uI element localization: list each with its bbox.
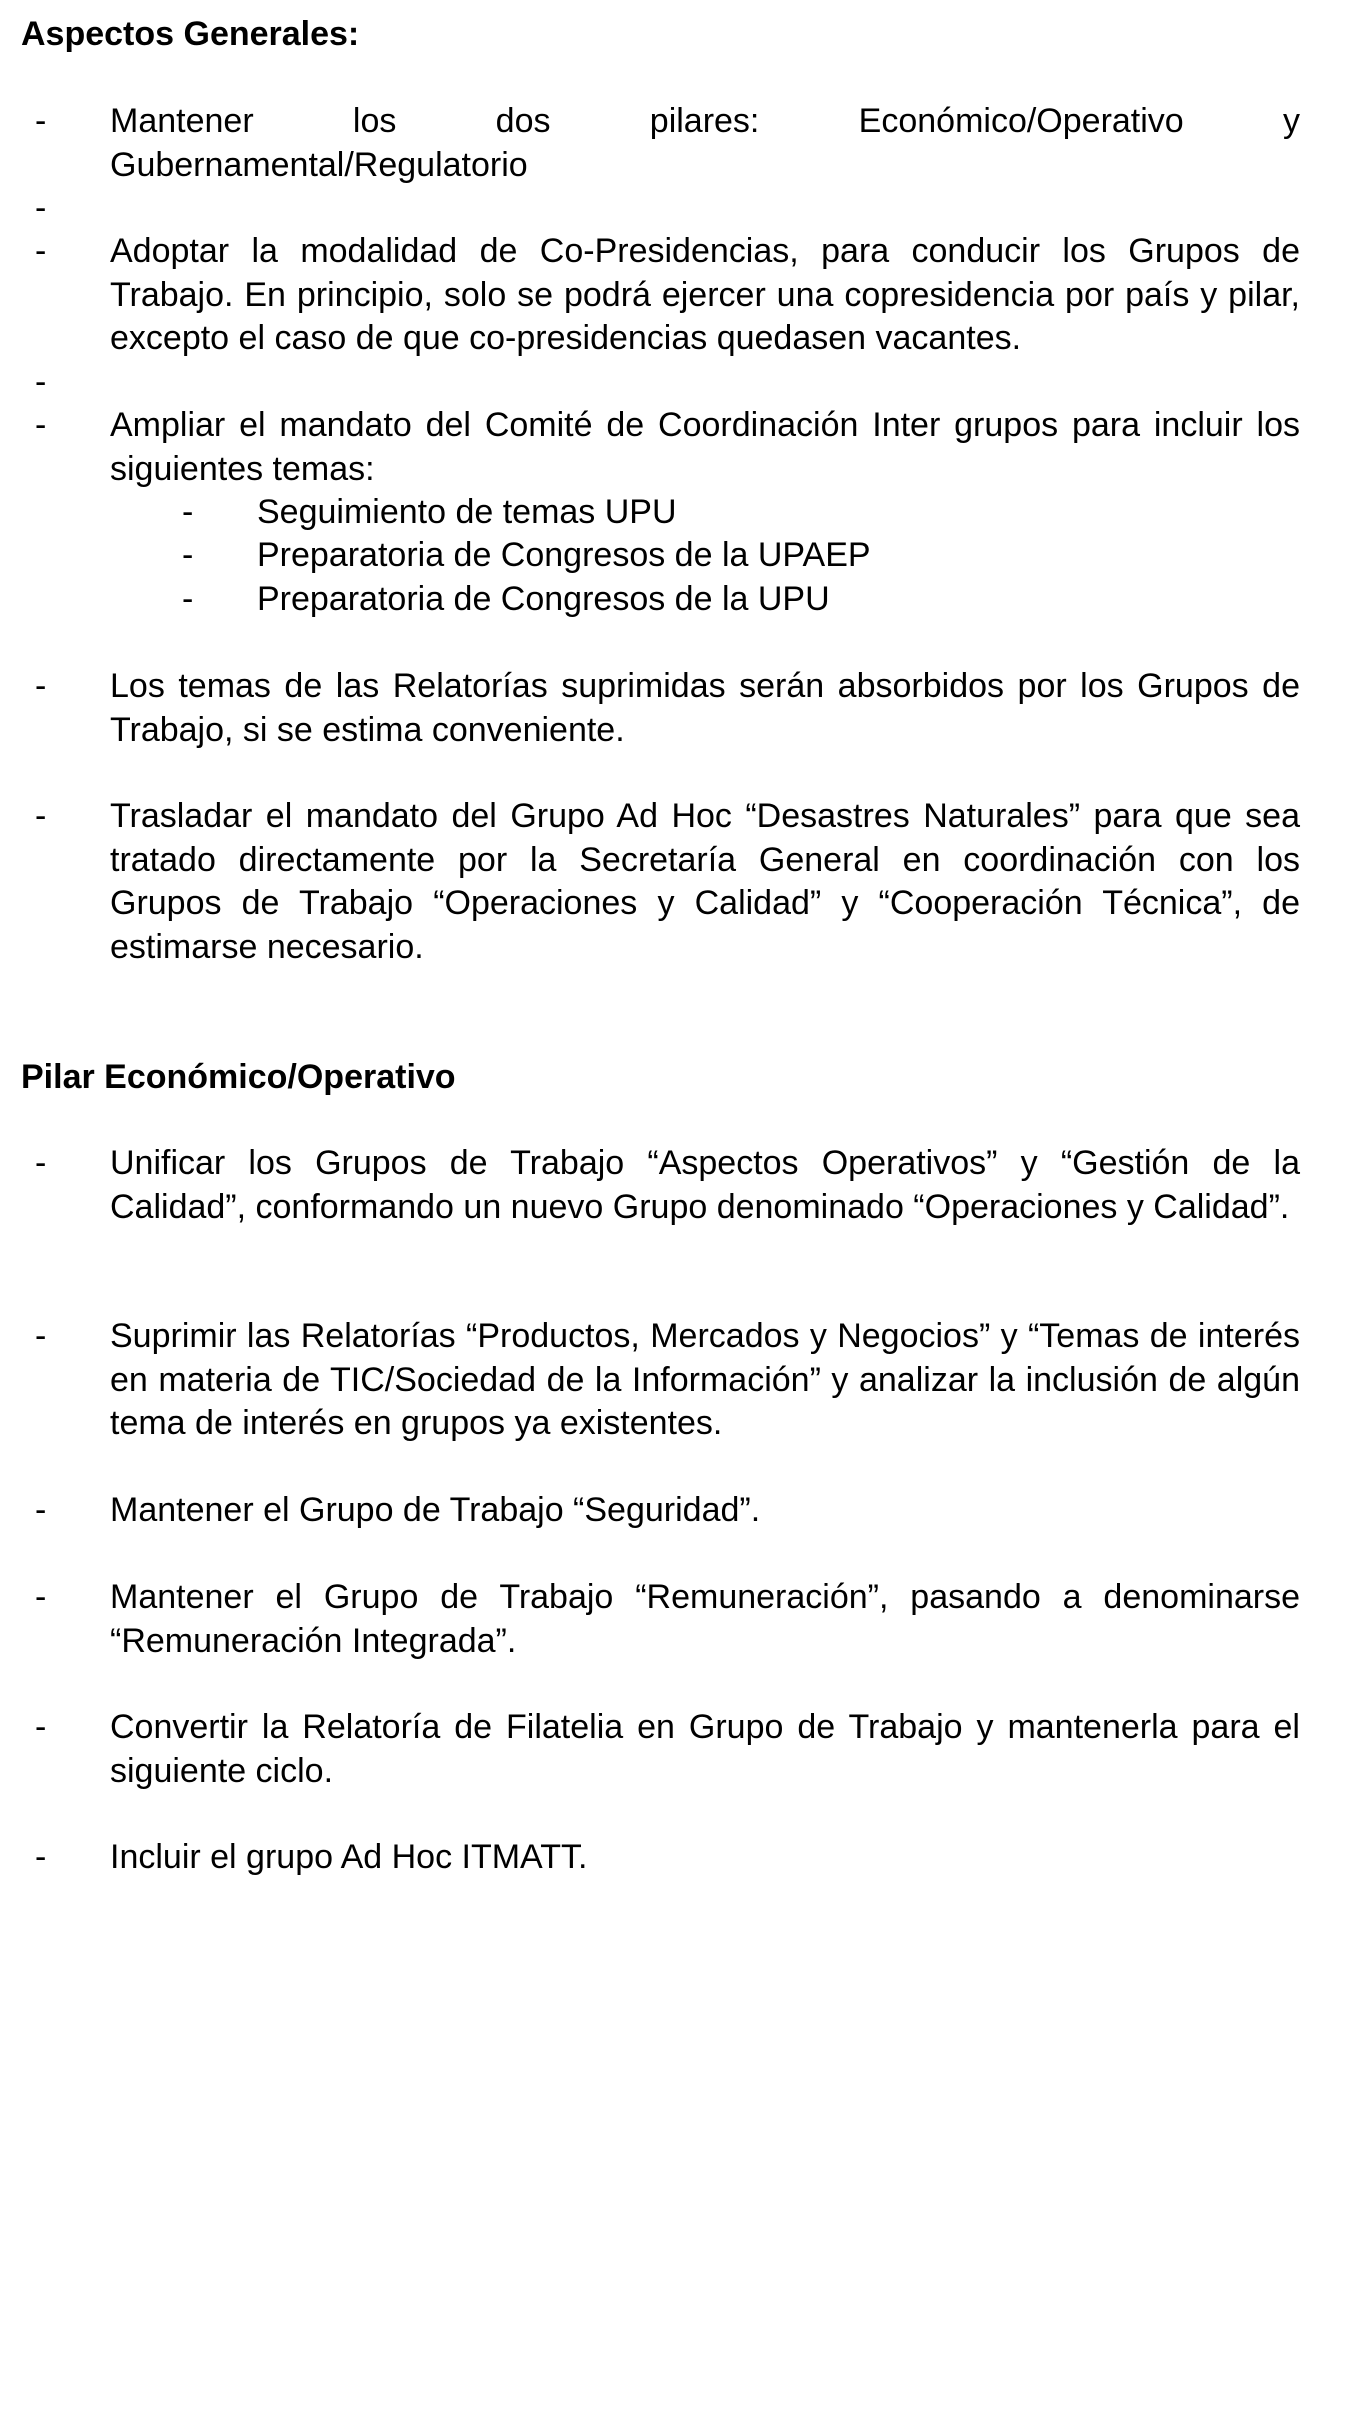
- list-dash: -: [35, 1144, 47, 1182]
- list-dash: -: [35, 667, 47, 705]
- sub-list-dash: -: [182, 536, 194, 574]
- list-dash: -: [35, 189, 47, 227]
- list-item-text: Adoptar la modalidad de Co-Presidencias, para conducir los Grupos de Trabajo. En principio, solo se podrá ejercer una copresidencia por país y pilar, excepto el caso de que co-presidencias quedasen vacantes.: [110, 232, 1300, 357]
- list-dash: -: [35, 102, 47, 140]
- list-item-text: Mantener el Grupo de Trabajo “Seguridad”.: [110, 1491, 761, 1529]
- list-item-text: Suprimir las Relatorías “Productos, Mercados y Negocios” y “Temas de interés en materia de TIC/Sociedad de la Información” y analizar la inclusión de algún tema de interés en grupos ya existentes.: [110, 1317, 1300, 1442]
- list-item-text: Convertir la Relatoría de Filatelia en Grupo de Trabajo y mantenerla para el siguiente ciclo.: [110, 1708, 1300, 1790]
- list-item-text-line-2: Gubernamental/Regulatorio: [110, 145, 528, 184]
- list-item-text: Incluir el grupo Ad Hoc ITMATT.: [110, 1838, 588, 1876]
- list-dash: -: [35, 363, 47, 401]
- list-item-text-line-1: Mantener los dos pilares: Económico/Operativo y: [110, 102, 1300, 140]
- list-dash: -: [35, 1578, 47, 1616]
- list-item-text: Ampliar el mandato del Comité de Coordinación Inter grupos para incluir los siguientes temas:: [110, 406, 1300, 488]
- section-heading-pilar-economico-operativo: Pilar Económico/Operativo: [21, 1058, 456, 1096]
- sub-list-item-text: Seguimiento de temas UPU: [257, 493, 677, 531]
- sub-list-item-text: Preparatoria de Congresos de la UPU: [257, 580, 830, 618]
- list-dash: -: [35, 1838, 47, 1876]
- list-item-text: [110, 100, 1300, 187]
- list-dash: -: [35, 1317, 47, 1355]
- section-heading-aspectos-generales: Aspectos Generales:: [21, 15, 360, 53]
- list-item-text: Unificar los Grupos de Trabajo “Aspectos Operativos” y “Gestión de la Calidad”, conformando un nuevo Grupo denominado “Operaciones y Calidad”.: [110, 1144, 1300, 1226]
- list-dash: -: [35, 232, 47, 270]
- list-item-text: Trasladar el mandato del Grupo Ad Hoc “Desastres Naturales” para que sea tratado directamente por la Secretaría General en coordinación con los Grupos de Trabajo “Operaciones y Calidad” y “Cooperación Técnica”, de estimarse necesario.: [110, 797, 1300, 966]
- list-item-text: Los temas de las Relatorías suprimidas serán absorbidos por los Grupos de Trabajo, si se estima conveniente.: [110, 667, 1300, 749]
- sub-list-dash: -: [182, 493, 194, 531]
- list-dash: -: [35, 1708, 47, 1746]
- list-dash: -: [35, 406, 47, 444]
- list-dash: -: [35, 797, 47, 835]
- list-item-text: Mantener el Grupo de Trabajo “Remuneración”, pasando a denominarse “Remuneración Integrada”.: [110, 1578, 1300, 1660]
- list-dash: -: [35, 1491, 47, 1529]
- sub-list-item-text: Preparatoria de Congresos de la UPAEP: [257, 536, 871, 574]
- sub-list-dash: -: [182, 580, 194, 618]
